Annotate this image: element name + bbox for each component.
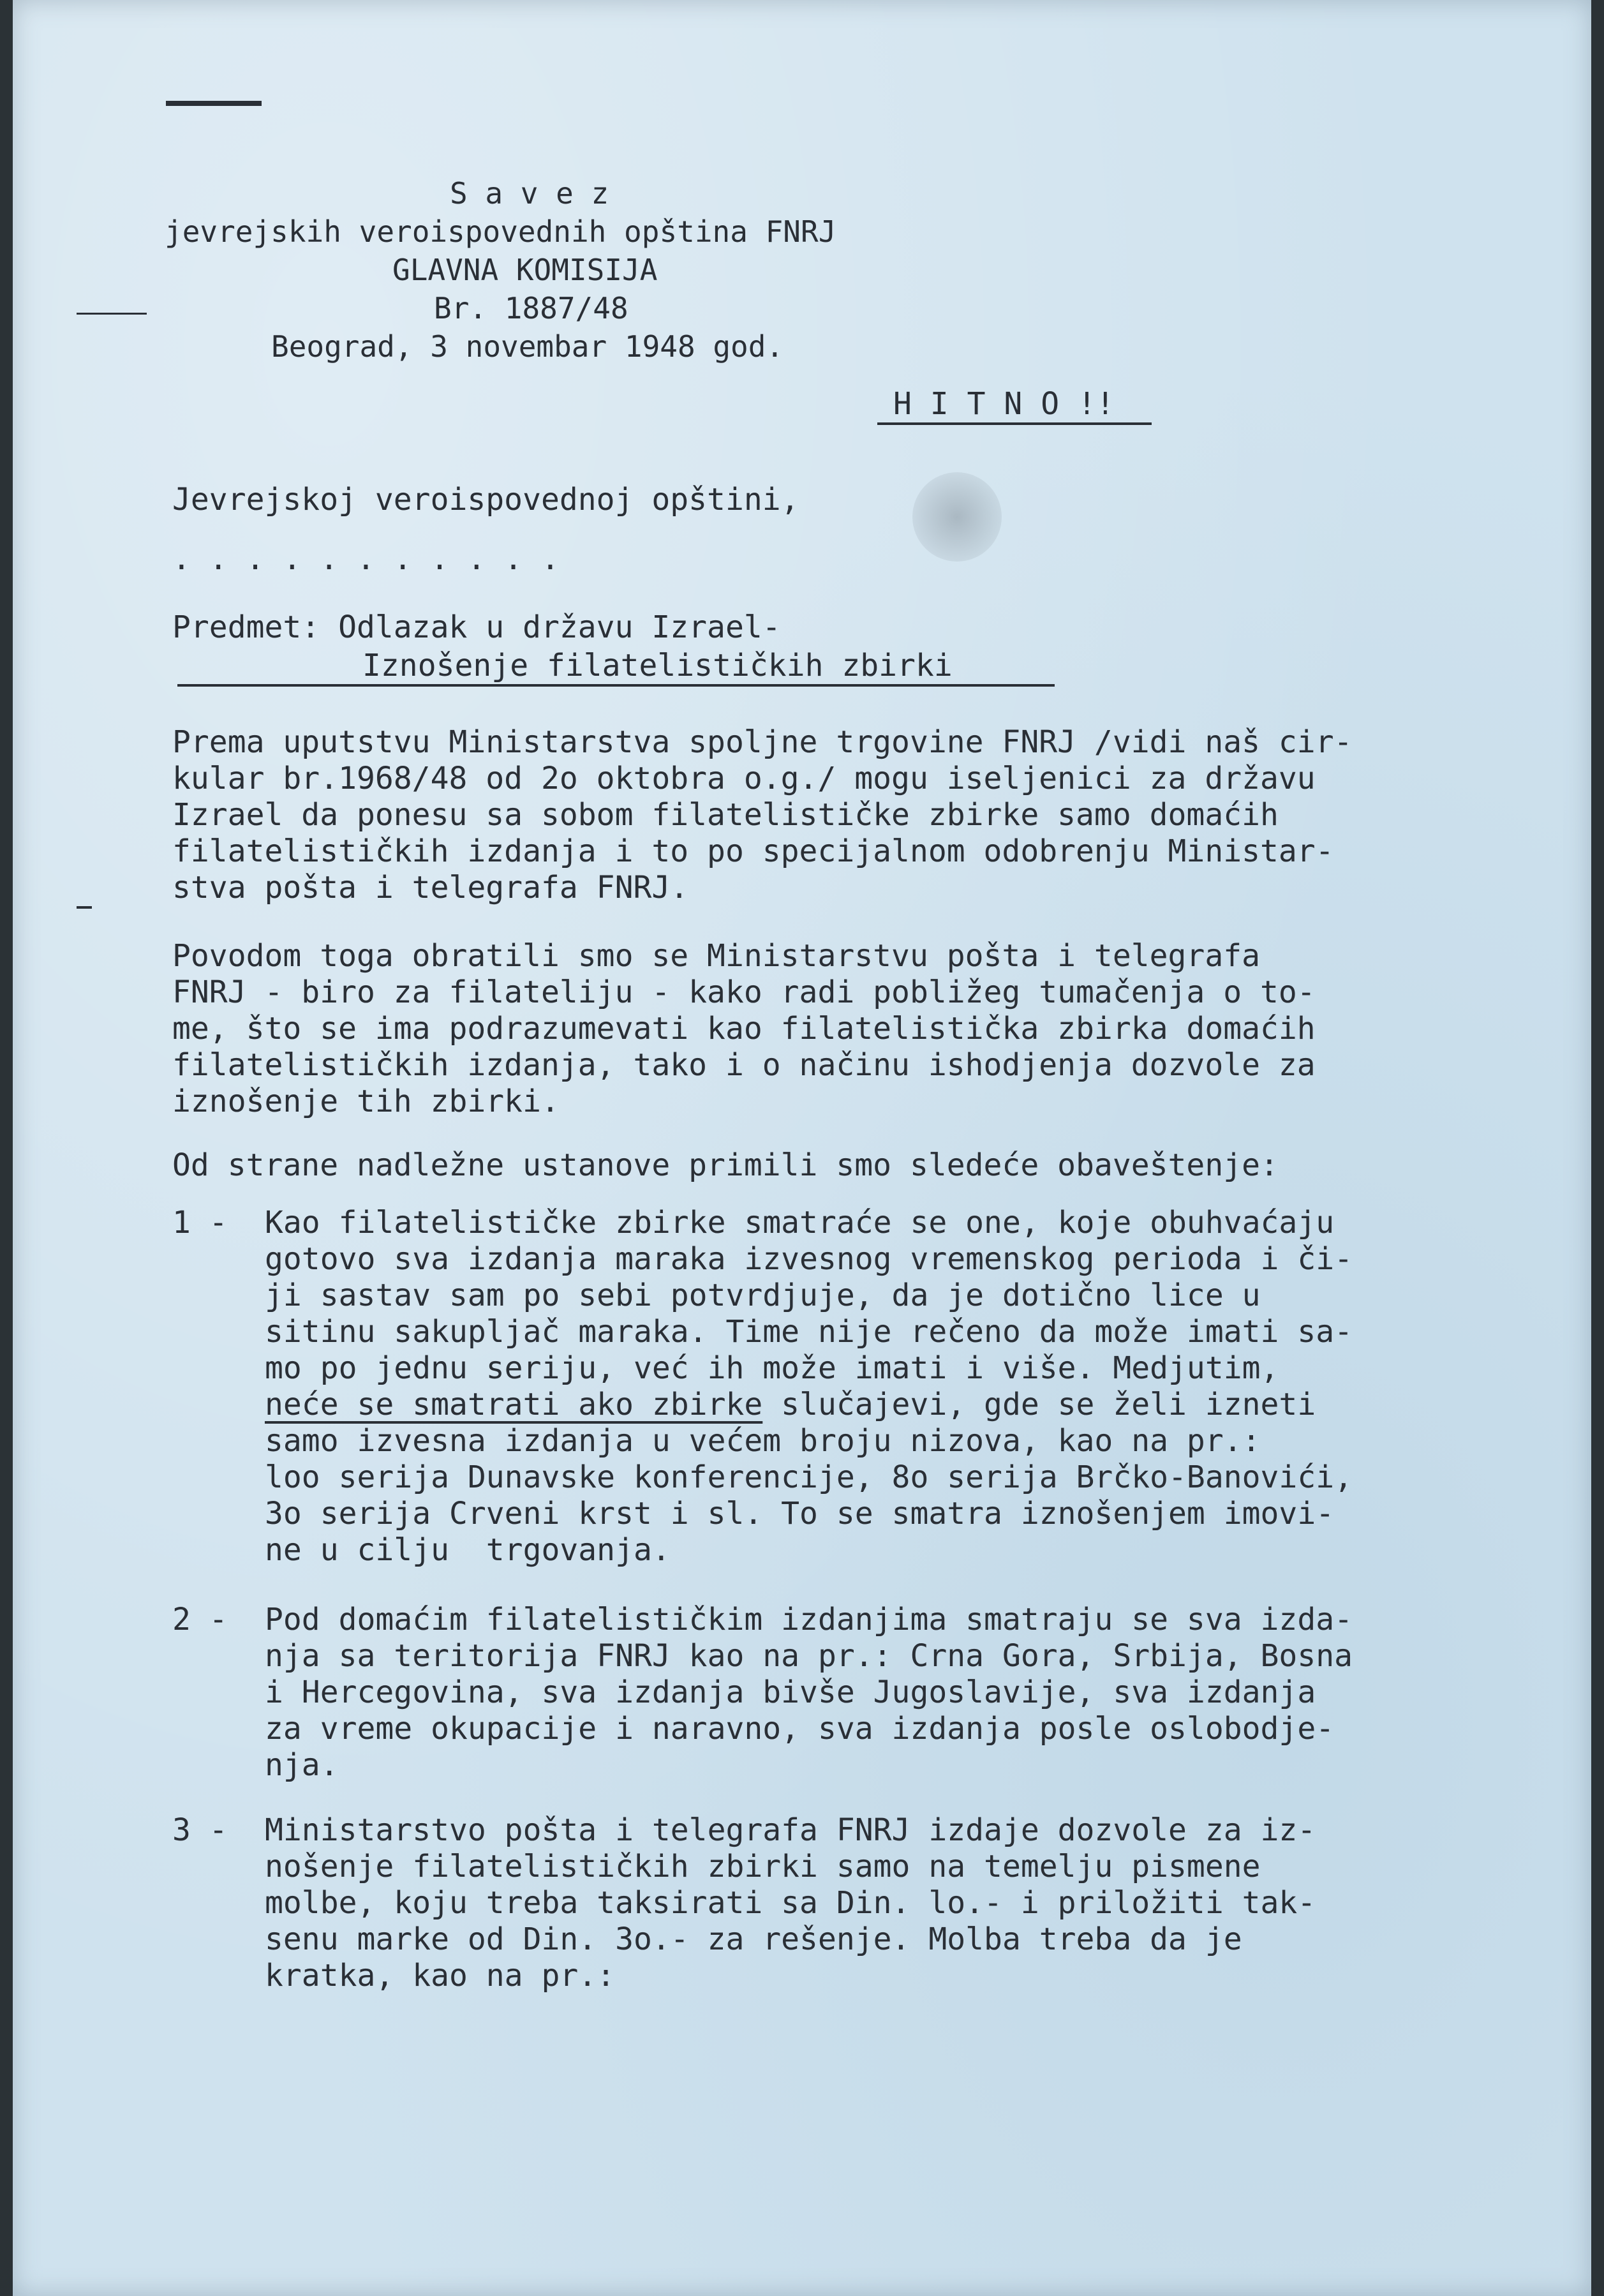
item1-number: 1 -: [172, 1205, 228, 1241]
para1-line2: kular br.1968/48 od 2o oktobra o.g./ mogu iseljenici za državu: [172, 761, 1316, 796]
item1-line10: ne u cilju trgovanja.: [265, 1532, 671, 1568]
para2-line1: Povodom toga obratili smo se Ministarstvu pošta i telegrafa: [172, 938, 1261, 974]
recipient-line2: . . . . . . . . . . .: [172, 541, 560, 577]
item1-line1: Kao filatelističke zbirke smatraće se one, koje obuhvaćaju: [265, 1205, 1335, 1241]
item3-line1: Ministarstvo pošta i telegrafa FNRJ izdaje dozvole za iz-: [265, 1812, 1316, 1848]
place-date: Beograd, 3 novembar 1948 god.: [271, 329, 784, 364]
item3-line4: senu marke od Din. 3o.- za rešenje. Molba treba da je: [265, 1921, 1242, 1957]
item1-line3: ji sastav sam po sebi potvrdjuje, da je dotično lice u: [265, 1278, 1261, 1313]
document-number: Br. 1887/48: [434, 291, 628, 325]
item2-line2: nja sa teritorija FNRJ kao na pr.: Crna Gora, Srbija, Bosna: [265, 1638, 1353, 1674]
para2-line2: FNRJ - biro za filateliju - kako radi pobližeg tumačenja o to-: [172, 974, 1316, 1010]
org-name-line1: S a v e z: [450, 176, 609, 211]
item2-line1: Pod domaćim filatelističkim izdanjima smatraju se sva izda-: [265, 1602, 1353, 1637]
item3-line5: kratka, kao na pr.:: [265, 1958, 616, 1994]
item3-line2: nošenje filatelističkih zbirki samo na temelju pismene: [265, 1849, 1261, 1884]
left-edge-tick: [77, 906, 92, 909]
urgent-label: H I T N O !!: [893, 386, 1115, 422]
document-page: [13, 0, 1591, 2296]
para2-line5: iznošenje tih zbirki.: [172, 1084, 560, 1119]
para2-line4: filatelističkih izdanja, tako i o načinu ishodjenja dozvole za: [172, 1047, 1316, 1083]
item1-line6-rest: slučajevi, gde se želi izneti: [762, 1387, 1316, 1422]
para2-line3: me, što se ima podrazumevati kao filatelistička zbirka domaćih: [172, 1011, 1316, 1047]
item2-number: 2 -: [172, 1602, 228, 1637]
item1-underlined-phrase: neće se smatrati ako zbirke: [265, 1387, 763, 1422]
ink-smudge: [912, 472, 1002, 562]
item3-number: 3 -: [172, 1812, 228, 1848]
subject-line2: Iznošenje filatelističkih zbirki: [362, 648, 953, 683]
para1-line3: Izrael da ponesu sa sobom filatelističke zbirke samo domaćih: [172, 797, 1279, 833]
para1-line5: stva pošta i telegrafa FNRJ.: [172, 870, 689, 906]
item1-line9: 3o serija Crveni krst i sl. To se smatra iznošenjem imovi-: [265, 1496, 1335, 1532]
recipient-line1: Jevrejskoj veroispovednoj opštini,: [172, 482, 799, 518]
para1-line1: Prema uputstvu Ministarstva spoljne trgovine FNRJ /vidi naš cir-: [172, 724, 1353, 760]
item1-line2: gotovo sva izdanja maraka izvesnog vremenskog perioda i či-: [265, 1241, 1353, 1277]
subject-underline: [177, 684, 1055, 687]
item1-line4: sitinu sakupljač maraka. Time nije rečeno da može imati sa-: [265, 1314, 1353, 1350]
org-name-line2: jevrejskih veroispovednih opština FNRJ: [165, 214, 836, 249]
item2-line4: za vreme okupacije i naravno, sva izdanja posle oslobodje-: [265, 1711, 1335, 1747]
item1-line6: [265, 1387, 1316, 1422]
left-edge-mark: [77, 313, 147, 315]
subject-line1: Predmet: Odlazak u državu Izrael-: [172, 609, 781, 645]
para1-line4: filatelističkih izdanja i to po specijalnom odobrenju Ministar-: [172, 833, 1334, 869]
org-name-line3: GLAVNA KOMISIJA: [392, 253, 658, 287]
item1-line8: loo serija Dunavske konferencije, 8o serija Brčko-Banovići,: [265, 1459, 1353, 1495]
item3-line3: molbe, koju treba taksirati sa Din. lo.- i priložiti tak-: [265, 1885, 1316, 1921]
para3-line: Od strane nadležne ustanove primili smo sledeće obaveštenje:: [172, 1147, 1279, 1183]
urgent-underline: [877, 422, 1152, 425]
item1-line7: samo izvesna izdanja u većem broju nizova, kao na pr.:: [265, 1423, 1261, 1459]
top-left-dash-mark: [166, 101, 262, 106]
item2-line3: i Hercegovina, sva izdanja bivše Jugoslavije, sva izdanja: [265, 1674, 1316, 1710]
item1-line5: mo po jednu seriju, već ih može imati i više. Medjutim,: [265, 1350, 1279, 1386]
item2-line5: nja.: [265, 1747, 339, 1783]
